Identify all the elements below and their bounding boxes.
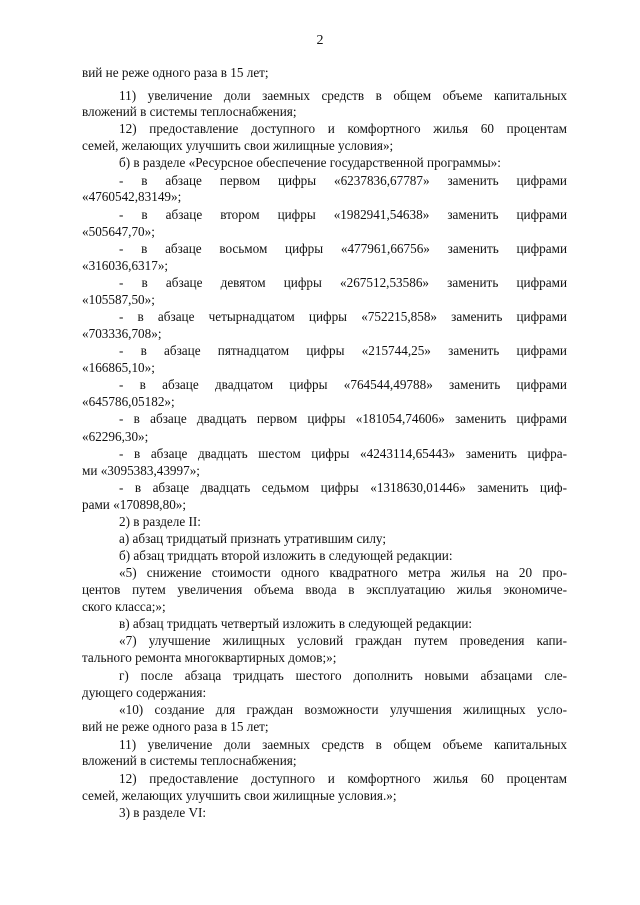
- text-line: «645786,05182»;: [82, 394, 175, 409]
- text-line: «166865,10»;: [82, 360, 155, 375]
- text-line: рами «170898,80»;: [82, 497, 187, 512]
- text-line: - в абзаце двадцать седьмом цифры «1318630,01446» заменить циф-: [119, 480, 567, 495]
- text-line: «316036,6317»;: [82, 258, 169, 273]
- text-line: - в абзаце первом цифры «6237836,67787» заменить цифрами: [119, 173, 567, 188]
- text-line: 2) в разделе II:: [119, 514, 201, 529]
- text-line: - в абзаце восьмом цифры «477961,66756» заменить цифрами: [119, 241, 567, 256]
- text-line: б) абзац тридцать второй изложить в следующей редакции:: [119, 548, 453, 563]
- text-line: б) в разделе «Ресурсное обеспечение государственной программы»:: [119, 155, 501, 170]
- text-line: дующего содержания:: [82, 685, 207, 700]
- text-line: 12) предоставление доступного и комфортного жилья 60 процентам: [119, 771, 567, 786]
- text-line: ми «3095383,43997»;: [82, 463, 200, 478]
- text-line: 11) увеличение доли заемных средств в общем объеме капитальных: [119, 88, 567, 103]
- text-line: вложений в системы теплоснабжения;: [82, 753, 297, 768]
- text-line: 11) увеличение доли заемных средств в общем объеме капитальных: [119, 737, 567, 752]
- text-line: «505647,70»;: [82, 224, 155, 239]
- text-line: 12) предоставление доступного и комфортного жилья 60 процентам: [119, 121, 567, 136]
- text-line: вложений в системы теплоснабжения;: [82, 104, 297, 119]
- page-number: 2: [316, 33, 324, 48]
- text-line: - в абзаце двадцать первом цифры «181054,74606» заменить цифрами: [119, 411, 567, 426]
- text-line: г) после абзаца тридцать шестого дополнить новыми абзацами сле-: [119, 668, 567, 683]
- text-line: «105587,50»;: [82, 292, 155, 307]
- text-line: - в абзаце пятнадцатом цифры «215744,25» заменить цифрами: [119, 343, 567, 358]
- text-line: «703336,708»;: [82, 326, 162, 341]
- text-line: «62296,30»;: [82, 429, 149, 444]
- text-line: ского класса;»;: [82, 599, 166, 614]
- text-line: семей, желающих улучшить свои жилищные условия»;: [82, 138, 394, 153]
- text-line: - в абзаце двадцатом цифры «764544,49788» заменить цифрами: [119, 377, 567, 392]
- text-line: 3) в разделе VI:: [119, 805, 207, 820]
- text-line: - в абзаце четырнадцатом цифры «752215,858» заменить цифрами: [119, 309, 567, 324]
- text-line: «7) улучшение жилищных условий граждан путем проведения капи-: [119, 633, 567, 648]
- text-line: «4760542,83149»;: [82, 189, 182, 204]
- text-line: - в абзаце втором цифры «1982941,54638» заменить цифрами: [119, 207, 567, 222]
- text-line: семей, желающих улучшить свои жилищные условия.»;: [82, 788, 397, 803]
- text-line: - в абзаце девятом цифры «267512,53586» заменить цифрами: [119, 275, 567, 290]
- text-line: в) абзац тридцать четвертый изложить в следующей редакции:: [119, 616, 473, 631]
- text-line: «10) создание для граждан возможности улучшения жилищных усло-: [119, 702, 567, 717]
- text-line: «5) снижение стоимости одного квадратного метра жилья на 20 про-: [119, 565, 567, 580]
- text-line: тального ремонта многоквартирных домов;»;: [82, 650, 337, 665]
- text-line: центов путем увеличения объема ввода в эксплуатацию жилья экономиче-: [82, 582, 567, 597]
- text-line: а) абзац тридцатый признать утратившим силу;: [119, 531, 387, 546]
- text-line: вий не реже одного раза в 15 лет;: [82, 719, 269, 734]
- text-line: - в абзаце двадцать шестом цифры «4243114,65443» заменить цифра-: [119, 446, 567, 461]
- text-line: вий не реже одного раза в 15 лет;: [82, 65, 269, 80]
